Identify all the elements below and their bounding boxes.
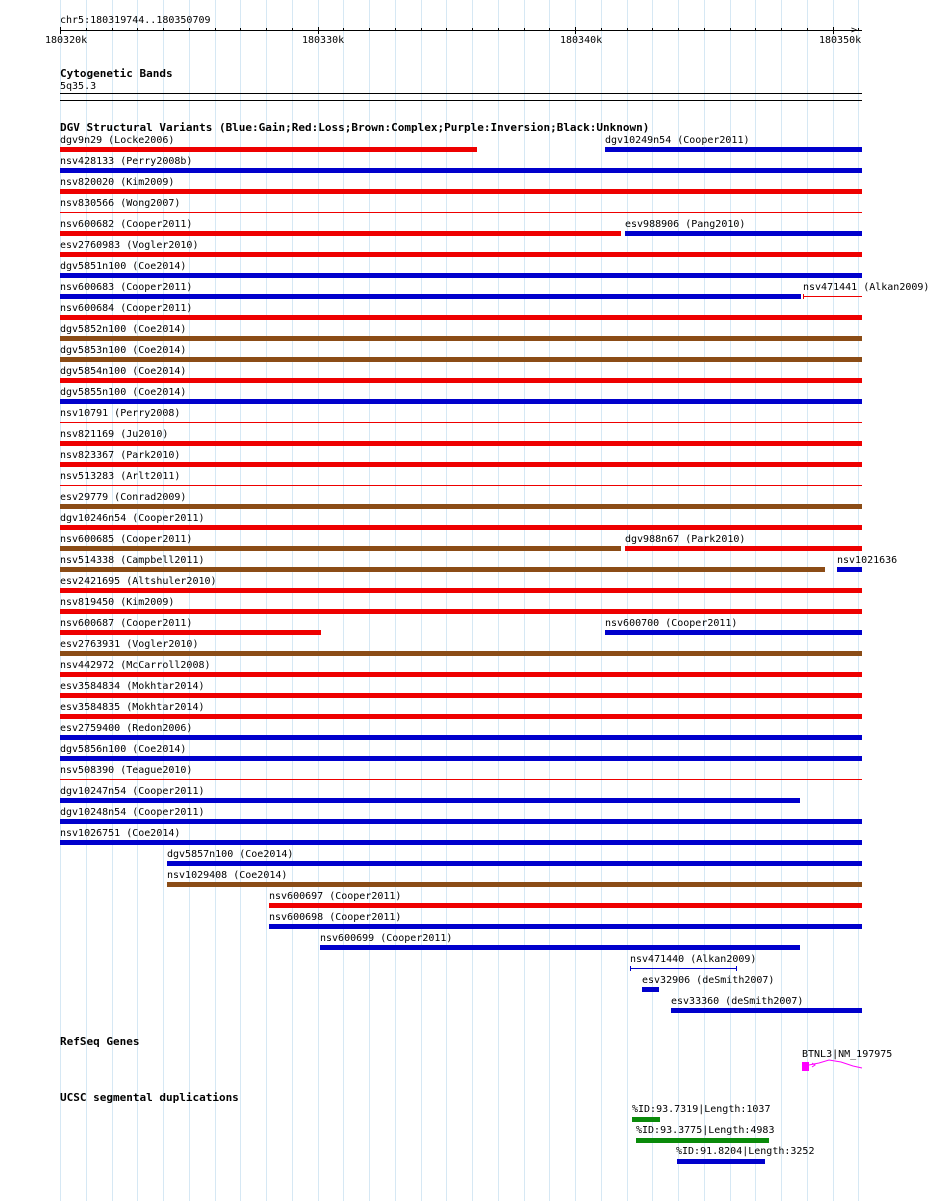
ruler-tick — [601, 28, 602, 31]
dgv-feature-label: nsv1021636 — [837, 555, 898, 566]
dgv-feature-label: esv3584834 (Mokhtar2014) — [60, 681, 205, 692]
dgv-feature-bar[interactable] — [60, 546, 621, 551]
segdup-track-title: UCSC segmental duplications — [60, 1091, 239, 1104]
ruler-tick — [343, 28, 344, 31]
dgv-feature-label: nsv600699 (Cooper2011) — [320, 933, 453, 944]
dgv-feature-bar[interactable] — [60, 273, 862, 278]
ruler-tick — [292, 28, 293, 31]
ruler-tick — [575, 27, 576, 34]
cyto-track-title: Cytogenetic Bands — [60, 67, 173, 80]
dgv-feature-label: dgv5855n100 (Coe2014) — [60, 387, 187, 398]
ruler-tick — [421, 28, 422, 31]
ruler-tick — [498, 28, 499, 31]
grid-line — [730, 0, 731, 1201]
segdup-label: %ID:91.8204|Length:3252 — [676, 1146, 815, 1157]
segdup-bar[interactable] — [636, 1138, 769, 1143]
dgv-feature-label: dgv5853n100 (Coe2014) — [60, 345, 187, 356]
dgv-feature-bar[interactable] — [625, 231, 862, 236]
dgv-feature-bar[interactable] — [269, 903, 862, 908]
dgv-feature-bar[interactable] — [642, 987, 659, 992]
dgv-thin-feature — [60, 485, 862, 486]
dgv-feature-bar[interactable] — [60, 422, 862, 423]
ruler-tick — [86, 28, 87, 31]
dgv-feature-bar[interactable] — [605, 147, 862, 152]
dgv-feature-label: nsv442972 (McCarroll2008) — [60, 660, 211, 671]
dgv-feature-bar[interactable] — [837, 567, 862, 572]
ruler-tick — [730, 28, 731, 31]
ruler-tick — [266, 28, 267, 31]
dgv-feature-endcap — [736, 966, 737, 971]
dgv-track-title: DGV Structural Variants (Blue:Gain;Red:Loss;Brown:Complex;Purple:Inversion;Black:Unknown) — [60, 121, 650, 134]
dgv-feature-endcap — [630, 966, 631, 971]
dgv-feature-label: esv988906 (Pang2010) — [625, 219, 746, 230]
segdup-bar[interactable] — [677, 1159, 765, 1164]
ruler-tick — [833, 27, 834, 34]
ruler-arrow-icon: > — [851, 25, 858, 36]
dgv-thin-feature — [60, 212, 862, 213]
grid-line — [601, 0, 602, 1201]
dgv-feature-bar[interactable] — [60, 609, 862, 614]
ruler-label-3: 180340k — [560, 35, 603, 46]
dgv-feature-label: nsv820020 (Kim2009) — [60, 177, 175, 188]
dgv-feature-bar[interactable] — [60, 462, 862, 467]
grid-line — [704, 0, 705, 1201]
ruler-tick — [524, 28, 525, 31]
ruler-tick — [189, 28, 190, 31]
ruler-tick — [395, 28, 396, 31]
dgv-feature-label: nsv513283 (Arlt2011) — [60, 471, 181, 482]
dgv-feature-bar[interactable] — [167, 882, 862, 887]
grid-line — [524, 0, 525, 1201]
ruler-label-4: 180350k — [819, 35, 862, 46]
ruler-tick — [807, 28, 808, 31]
refseq-track-title: RefSeq Genes — [60, 1035, 140, 1048]
dgv-feature-bar[interactable] — [60, 588, 862, 593]
grid-line — [549, 0, 550, 1201]
dgv-feature-bar[interactable] — [60, 315, 862, 320]
dgv-feature-bar[interactable] — [320, 945, 800, 950]
dgv-feature-label: nsv471441 (Alkan2009) — [803, 282, 929, 293]
segdup-label: %ID:93.3775|Length:4983 — [636, 1125, 775, 1136]
segdup-label: %ID:93.7319|Length:1037 — [632, 1104, 771, 1115]
dgv-feature-bar[interactable] — [630, 968, 737, 969]
dgv-feature-label: nsv600684 (Cooper2011) — [60, 303, 193, 314]
dgv-feature-label: dgv5852n100 (Coe2014) — [60, 324, 187, 335]
dgv-feature-label: esv2763931 (Vogler2010) — [60, 639, 199, 650]
dgv-feature-bar[interactable] — [269, 924, 862, 929]
dgv-feature-label: dgv10248n54 (Cooper2011) — [60, 807, 205, 818]
dgv-feature-endcap — [803, 294, 804, 299]
cyto-band-bottom-line — [60, 100, 862, 101]
dgv-feature-label: nsv600682 (Cooper2011) — [60, 219, 193, 230]
grid-line — [652, 0, 653, 1201]
ruler-tick — [215, 28, 216, 31]
dgv-feature-label: nsv508390 (Teague2010) — [60, 765, 193, 776]
dgv-feature-bar[interactable] — [60, 819, 862, 824]
dgv-feature-label: nsv428133 (Perry2008b) — [60, 156, 193, 167]
dgv-feature-bar[interactable] — [671, 1008, 862, 1013]
grid-line — [498, 0, 499, 1201]
grid-line — [755, 0, 756, 1201]
dgv-thin-feature — [60, 779, 862, 780]
ruler-label-2: 180330k — [302, 35, 345, 46]
dgv-feature-label: dgv5856n100 (Coe2014) — [60, 744, 187, 755]
dgv-feature-label: esv2759400 (Redon2006) — [60, 723, 193, 734]
grid-line — [292, 0, 293, 1201]
ruler-tick — [60, 27, 61, 34]
dgv-feature-label: dgv5857n100 (Coe2014) — [167, 849, 294, 860]
dgv-feature-label: nsv600700 (Cooper2011) — [605, 618, 738, 629]
dgv-feature-label: esv2760983 (Vogler2010) — [60, 240, 199, 251]
dgv-feature-bar[interactable] — [60, 378, 862, 383]
dgv-feature-label: dgv10246n54 (Cooper2011) — [60, 513, 205, 524]
dgv-feature-bar[interactable] — [167, 861, 862, 866]
dgv-feature-label: nsv600697 (Cooper2011) — [269, 891, 402, 902]
grid-line — [240, 0, 241, 1201]
dgv-feature-label: nsv600683 (Cooper2011) — [60, 282, 193, 293]
cyto-band-top-line — [60, 93, 862, 94]
dgv-feature-label: esv33360 (deSmith2007) — [671, 996, 804, 1007]
refseq-gene-intron-line — [809, 1058, 862, 1072]
ruler-tick — [137, 28, 138, 31]
dgv-feature-label: nsv600687 (Cooper2011) — [60, 618, 193, 629]
ruler-tick — [704, 28, 705, 31]
grid-line — [627, 0, 628, 1201]
dgv-feature-label: dgv9n29 (Locke2006) — [60, 135, 175, 146]
dgv-feature-label: nsv10791 (Perry2008) — [60, 408, 181, 419]
dgv-feature-label: esv32906 (deSmith2007) — [642, 975, 775, 986]
dgv-feature-bar[interactable] — [60, 147, 477, 152]
dgv-feature-label: dgv5851n100 (Coe2014) — [60, 261, 187, 272]
dgv-feature-bar[interactable] — [60, 567, 825, 572]
dgv-feature-bar[interactable] — [60, 168, 862, 173]
dgv-feature-bar[interactable] — [60, 504, 862, 509]
dgv-feature-bar[interactable] — [60, 672, 862, 677]
dgv-feature-bar[interactable] — [60, 231, 621, 236]
ruler-tick — [652, 28, 653, 31]
dgv-feature-label: esv2421695 (Altshuler2010) — [60, 576, 217, 587]
grid-line — [369, 0, 370, 1201]
dgv-feature-bar[interactable] — [60, 336, 862, 341]
dgv-feature-bar[interactable] — [60, 357, 862, 362]
cyto-band-label: 5q35.3 — [60, 81, 97, 92]
dgv-feature-label: dgv5854n100 (Coe2014) — [60, 366, 187, 377]
dgv-feature-label: nsv830566 (Wong2007) — [60, 198, 181, 209]
ruler-tick — [163, 28, 164, 31]
grid-line — [781, 0, 782, 1201]
ruler-tick — [781, 28, 782, 31]
refseq-gene-exon — [802, 1062, 809, 1071]
refseq-gene-label: BTNL3|NM_197975 — [802, 1049, 893, 1060]
grid-line — [318, 0, 319, 1201]
dgv-feature-bar[interactable] — [60, 399, 862, 404]
dgv-feature-label: nsv819450 (Kim2009) — [60, 597, 175, 608]
dgv-feature-bar[interactable] — [60, 189, 862, 194]
dgv-feature-label: nsv600698 (Cooper2011) — [269, 912, 402, 923]
dgv-feature-bar[interactable] — [803, 296, 862, 297]
dgv-feature-bar[interactable] — [60, 714, 862, 719]
ruler-label-1: 180320k — [45, 35, 88, 46]
ruler-tick — [858, 28, 859, 31]
dgv-feature-label: esv3584835 (Mokhtar2014) — [60, 702, 205, 713]
grid-line — [215, 0, 216, 1201]
dgv-feature-bar[interactable] — [60, 294, 801, 299]
ruler-tick — [472, 28, 473, 31]
dgv-feature-label: nsv1029408 (Coe2014) — [167, 870, 288, 881]
dgv-feature-bar[interactable] — [60, 756, 862, 761]
grid-line — [189, 0, 190, 1201]
dgv-feature-bar[interactable] — [60, 252, 862, 257]
dgv-feature-label: dgv10249n54 (Cooper2011) — [605, 135, 750, 146]
dgv-feature-bar[interactable] — [60, 525, 862, 530]
ruler-title: chr5:180319744..180350709 — [60, 15, 211, 26]
ruler-tick — [112, 28, 113, 31]
grid-line — [343, 0, 344, 1201]
dgv-feature-label: nsv823367 (Park2010) — [60, 450, 181, 461]
ruler-tick — [549, 28, 550, 31]
ruler-tick — [755, 28, 756, 31]
dgv-feature-bar[interactable] — [605, 630, 862, 635]
dgv-feature-label: nsv514338 (Campbell2011) — [60, 555, 205, 566]
dgv-feature-bar[interactable] — [60, 630, 321, 635]
grid-line — [858, 0, 859, 1201]
grid-line — [575, 0, 576, 1201]
ruler-tick — [318, 27, 319, 34]
dgv-feature-bar[interactable] — [60, 441, 862, 446]
grid-line — [266, 0, 267, 1201]
dgv-feature-label: nsv821169 (Ju2010) — [60, 429, 169, 440]
grid-line — [395, 0, 396, 1201]
dgv-feature-bar[interactable] — [60, 840, 862, 845]
grid-line — [421, 0, 422, 1201]
ruler-tick — [678, 28, 679, 31]
grid-line — [678, 0, 679, 1201]
dgv-feature-label: nsv1026751 (Coe2014) — [60, 828, 181, 839]
dgv-feature-bar[interactable] — [625, 546, 862, 551]
ruler-axis — [60, 30, 862, 31]
ruler-tick — [369, 28, 370, 31]
dgv-feature-label: dgv988n67 (Park2010) — [625, 534, 746, 545]
dgv-feature-bar[interactable] — [60, 651, 862, 656]
segdup-bar[interactable] — [632, 1117, 660, 1122]
grid-line — [472, 0, 473, 1201]
dgv-feature-label: esv29779 (Conrad2009) — [60, 492, 187, 503]
dgv-feature-bar[interactable] — [60, 693, 862, 698]
grid-line — [833, 0, 834, 1201]
dgv-feature-bar[interactable] — [60, 798, 800, 803]
ruler-tick — [627, 28, 628, 31]
ruler-tick — [240, 28, 241, 31]
dgv-feature-label: nsv471440 (Alkan2009) — [630, 954, 757, 965]
grid-line — [446, 0, 447, 1201]
grid-line — [807, 0, 808, 1201]
ruler-tick — [446, 28, 447, 31]
dgv-feature-label: dgv10247n54 (Cooper2011) — [60, 786, 205, 797]
dgv-feature-bar[interactable] — [60, 735, 862, 740]
dgv-feature-label: nsv600685 (Cooper2011) — [60, 534, 193, 545]
